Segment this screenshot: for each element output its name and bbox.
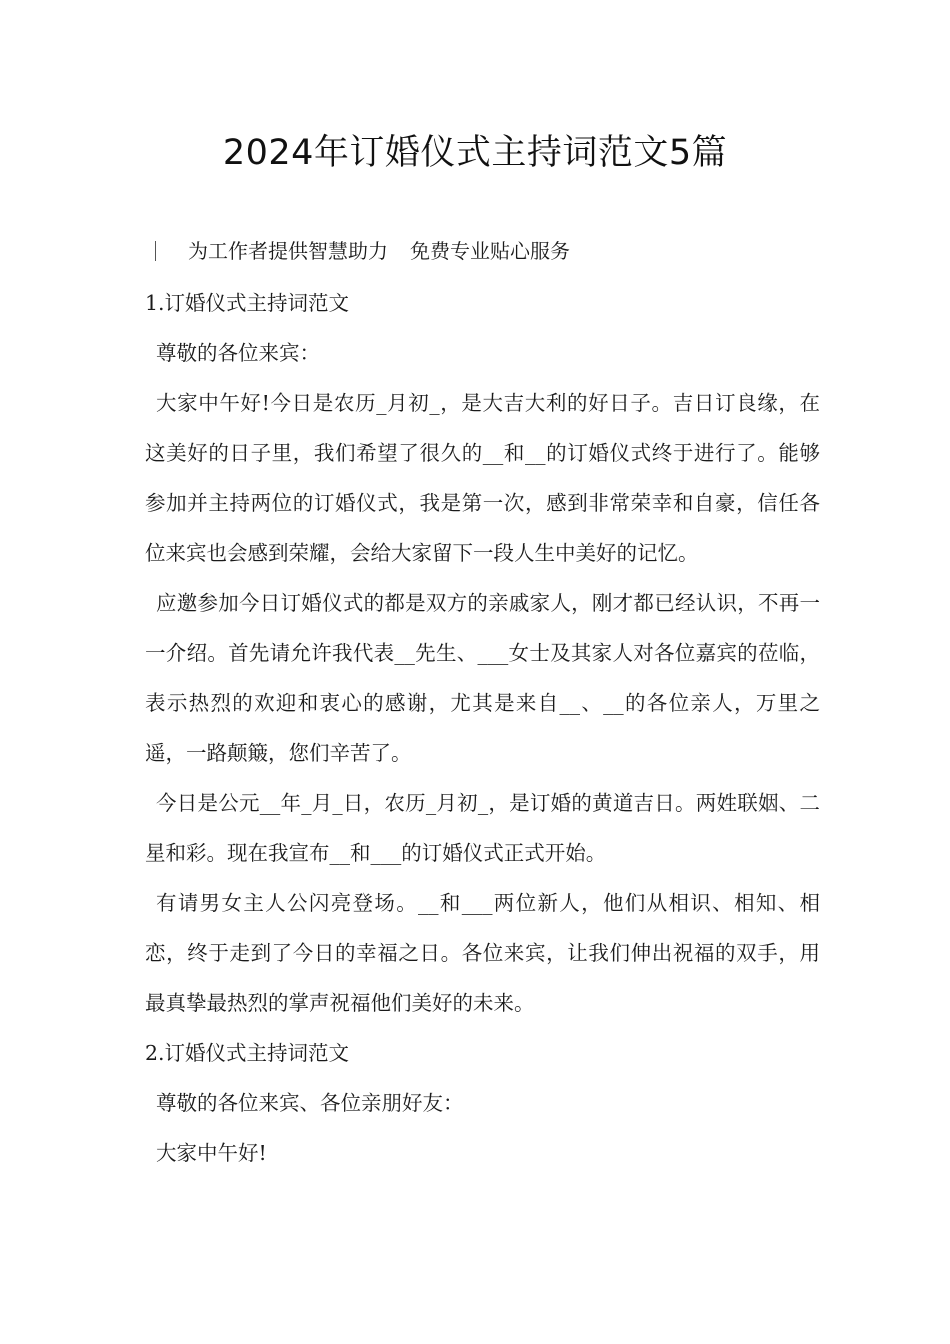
slogan-divider [155, 241, 156, 261]
paragraph: 尊敬的各位来宾： [156, 341, 320, 365]
paragraph: 大家中午好!今日是农历_月初_，是大吉大利的好日子。吉日订良缘，在这美好的日子里，我们希望了很久的__和__的订婚仪式终于进行了。能够参加并主持两位的订婚仪式，我是第一次，感到非常荣幸和自豪，信任各位来宾也会感到荣耀，会给大家留下一段人生中美好的记忆。 [145, 391, 820, 565]
paragraph: 大家中午好! [156, 1141, 267, 1165]
paragraph: 有请男女主人公闪亮登场。__和___两位新人，他们从相识、相知、相恋，终于走到了今日的幸福之日。各位来宾，让我们伸出祝福的双手，用最真挚最热烈的掌声祝福他们美好的未来。 [145, 891, 820, 1015]
section-heading: 1.订婚仪式主持词范文 [145, 291, 350, 315]
slogan-part-1: 为工作者提供智慧助力 [188, 239, 388, 263]
paragraph: 尊敬的各位来宾、各位亲朋好友： [156, 1091, 464, 1115]
slogan-line [155, 236, 570, 266]
paragraph: 应邀参加今日订婚仪式的都是双方的亲戚家人，刚才都已经认识，不再一一介绍。首先请允许我代表__先生、___女士及其家人对各位嘉宾的莅临，表示热烈的欢迎和衷心的感谢，尤其是来自__、__的各位亲人，万里之遥，一路颠簸，您们辛苦了。 [145, 591, 820, 765]
paragraph: 今日是公元__年_月_日，农历_月初_，是订婚的黄道吉日。两姓联姻、二星和彩。现在我宣布__和___的订婚仪式正式开始。 [145, 791, 820, 865]
section-heading: 2.订婚仪式主持词范文 [145, 1041, 350, 1065]
document-title: 2024年订婚仪式主持词范文5篇 [222, 133, 728, 173]
document-body [145, 278, 820, 1178]
slogan-part-2: 免费专业贴心服务 [410, 239, 570, 263]
